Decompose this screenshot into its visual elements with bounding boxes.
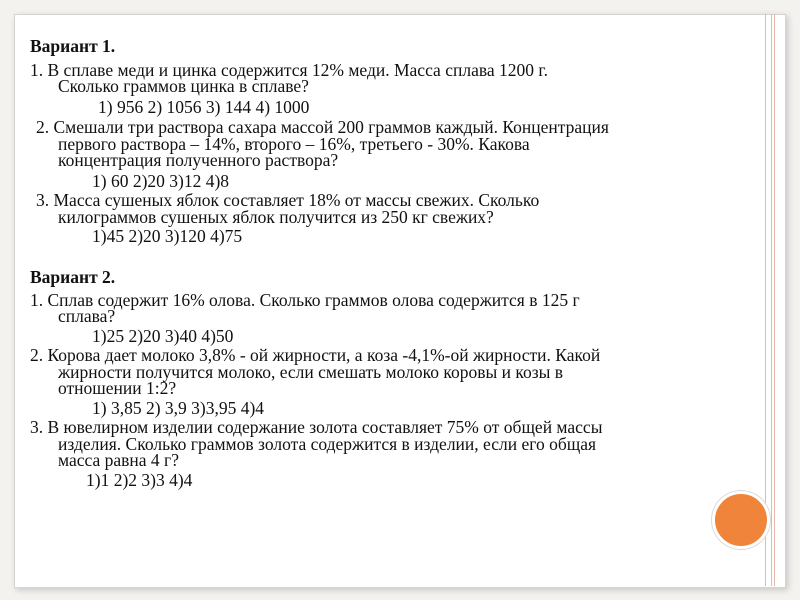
v1-q1-line1: 1. В сплаве меди и цинка содержится 12% меди. Масса сплава 1200 г. (30, 60, 548, 80)
v2-q3-line2: изделия. Сколько граммов золота содержится в изделии, если его общая (58, 434, 597, 454)
v2-q2-answers: 1) 3,85 2) 3,9 3)3,95 4)4 (92, 398, 265, 418)
variant-2-title: Вариант 2. (30, 267, 116, 287)
v2-q1-line1: 1. Сплав содержит 16% олова. Сколько граммов олова содержится в 125 г (30, 290, 580, 310)
v1-q2-line3: концентрация полученного раствора? (58, 150, 339, 170)
v2-q3-line1: 3. В ювелирном изделии содержание золота составляет 75% от общей массы (30, 417, 603, 437)
v1-q2-line1: 2. Смешали три раствора сахара массой 200 граммов каждый. Концентрация (36, 117, 609, 137)
v2-q1-answers: 1)25 2)20 3)40 4)50 (92, 326, 234, 346)
orange-circle-icon (712, 491, 770, 549)
v1-q3-line2: килограммов сушеных яблок получится из 250 кг свежих? (58, 207, 494, 227)
v1-q1-line2: Сколько граммов цинка в сплаве? (58, 76, 309, 96)
v1-q3-answers: 1)45 2)20 3)120 4)75 (92, 226, 243, 246)
decorative-line (774, 14, 775, 586)
v2-q3-answers: 1)1 2)2 3)3 4)4 (86, 470, 193, 490)
decorative-line (765, 14, 766, 586)
v2-q2-line2: жирности получится молоко, если смешать молоко коровы и козы в (58, 362, 564, 382)
v1-q2-line2: первого раствора – 14%, второго – 16%, третьего - 30%. Какова (58, 134, 530, 154)
v2-q1-line2: сплава? (58, 306, 116, 326)
v1-q3-line1: 3. Масса сушеных яблок составляет 18% от массы свежих. Сколько (36, 190, 540, 210)
v1-q2-answers: 1) 60 2)20 3)12 4)8 (92, 171, 230, 191)
v2-q2-line1: 2. Корова дает молоко 3,8% - ой жирности, а коза -4,1%-ой жирности. Какой (30, 345, 601, 365)
v2-q2-line3: отношении 1:2? (58, 378, 177, 398)
variant-1-title: Вариант 1. (30, 36, 116, 56)
v1-q1-answers: 1) 956 2) 1056 3) 144 4) 1000 (98, 97, 310, 117)
v2-q3-line3: масса равна 4 г? (58, 450, 179, 470)
decorative-line (771, 14, 772, 586)
